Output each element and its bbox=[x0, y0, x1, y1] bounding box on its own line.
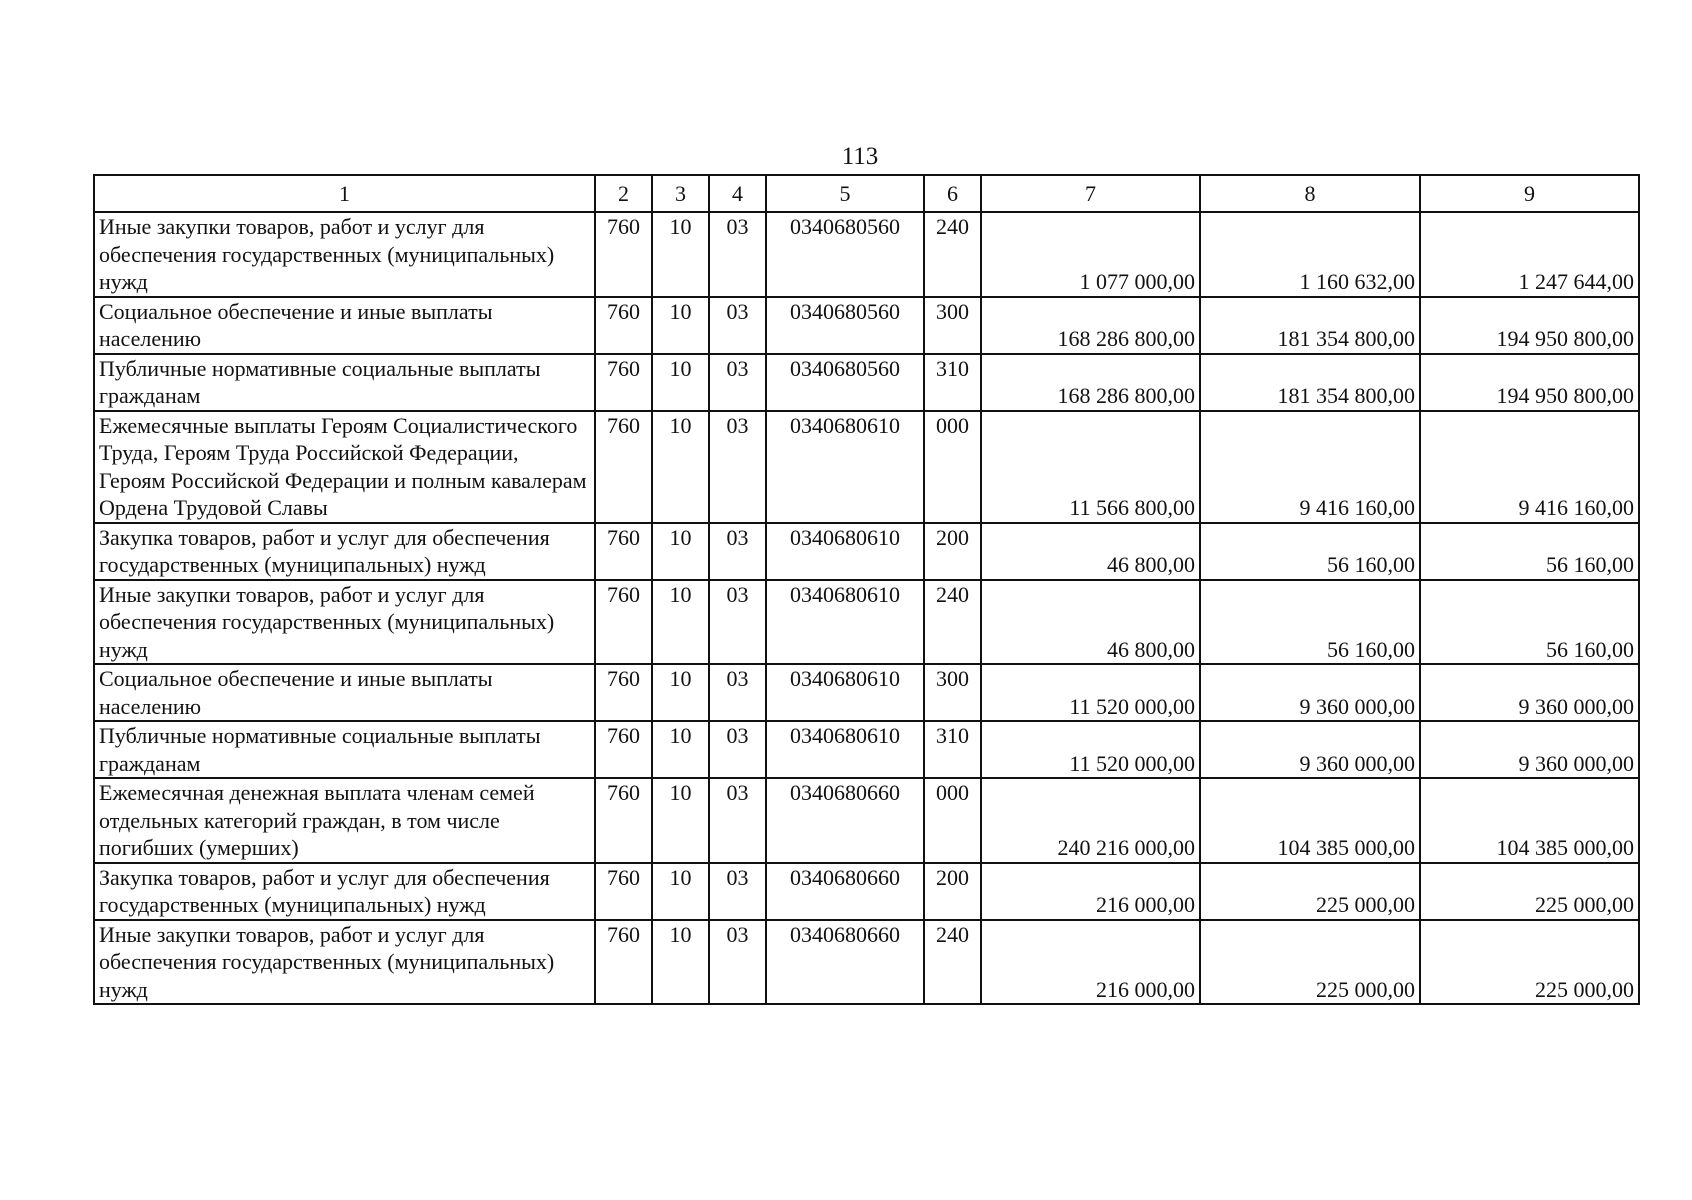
code-cell: 03 bbox=[709, 778, 766, 863]
header-row bbox=[94, 175, 1639, 212]
row-label: Ежемесячные выплаты Героям Социалистического Труда, Героям Труда Российской Федерации, Героям Российской Федерации и полным кавалерам Ордена Трудовой Славы bbox=[94, 411, 595, 523]
row-label: Закупка товаров, работ и услуг для обеспечения государственных (муниципальных) нужд bbox=[94, 523, 595, 580]
amount-cell: 194 950 800,00 bbox=[1420, 354, 1639, 411]
amount-cell: 240 216 000,00 bbox=[981, 778, 1200, 863]
row-label: Социальное обеспечение и иные выплаты населению bbox=[94, 664, 595, 721]
row-label: Ежемесячная денежная выплата членам семей отдельных категорий граждан, в том числе погибших (умерших) bbox=[94, 778, 595, 863]
amount-cell: 11 566 800,00 bbox=[981, 411, 1200, 523]
code-cell: 310 bbox=[924, 721, 981, 778]
code-cell: 0340680560 bbox=[766, 297, 924, 354]
code-cell: 0340680610 bbox=[766, 664, 924, 721]
code-cell: 760 bbox=[595, 778, 652, 863]
amount-cell: 181 354 800,00 bbox=[1200, 297, 1420, 354]
table-row bbox=[94, 721, 1639, 778]
row-label: Социальное обеспечение и иные выплаты населению bbox=[94, 297, 595, 354]
amount-cell: 1 077 000,00 bbox=[981, 212, 1200, 297]
code-cell: 10 bbox=[652, 778, 709, 863]
code-cell: 03 bbox=[709, 411, 766, 523]
amount-cell: 216 000,00 bbox=[981, 920, 1200, 1005]
code-cell: 000 bbox=[924, 411, 981, 523]
code-cell: 0340680560 bbox=[766, 212, 924, 297]
row-label: Публичные нормативные социальные выплаты гражданам bbox=[94, 354, 595, 411]
code-cell: 760 bbox=[595, 863, 652, 920]
amount-cell: 168 286 800,00 bbox=[981, 297, 1200, 354]
table-row bbox=[94, 920, 1639, 1005]
code-cell: 10 bbox=[652, 523, 709, 580]
table-body bbox=[94, 212, 1639, 1004]
code-cell: 760 bbox=[595, 212, 652, 297]
amount-cell: 9 360 000,00 bbox=[1420, 664, 1639, 721]
code-cell: 760 bbox=[595, 580, 652, 665]
column-header: 5 bbox=[766, 175, 924, 212]
code-cell: 10 bbox=[652, 664, 709, 721]
table-row bbox=[94, 411, 1639, 523]
table-row bbox=[94, 863, 1639, 920]
code-cell: 0340680560 bbox=[766, 354, 924, 411]
amount-cell: 56 160,00 bbox=[1420, 580, 1639, 665]
table-row bbox=[94, 354, 1639, 411]
column-header: 3 bbox=[652, 175, 709, 212]
code-cell: 10 bbox=[652, 580, 709, 665]
table-header bbox=[94, 175, 1639, 212]
page-number: 113 bbox=[841, 143, 879, 170]
code-cell: 0340680660 bbox=[766, 778, 924, 863]
amount-cell: 225 000,00 bbox=[1420, 920, 1639, 1005]
amount-cell: 56 160,00 bbox=[1200, 523, 1420, 580]
amount-cell: 11 520 000,00 bbox=[981, 664, 1200, 721]
code-cell: 10 bbox=[652, 920, 709, 1005]
column-header: 7 bbox=[981, 175, 1200, 212]
amount-cell: 168 286 800,00 bbox=[981, 354, 1200, 411]
amount-cell: 9 416 160,00 bbox=[1200, 411, 1420, 523]
code-cell: 10 bbox=[652, 212, 709, 297]
row-label: Иные закупки товаров, работ и услуг для обеспечения государственных (муниципальных) нужд bbox=[94, 920, 595, 1005]
amount-cell: 194 950 800,00 bbox=[1420, 297, 1639, 354]
code-cell: 03 bbox=[709, 523, 766, 580]
amount-cell: 104 385 000,00 bbox=[1200, 778, 1420, 863]
amount-cell: 9 416 160,00 bbox=[1420, 411, 1639, 523]
amount-cell: 11 520 000,00 bbox=[981, 721, 1200, 778]
column-header: 1 bbox=[94, 175, 595, 212]
amount-cell: 104 385 000,00 bbox=[1420, 778, 1639, 863]
amount-cell: 216 000,00 bbox=[981, 863, 1200, 920]
amount-cell: 56 160,00 bbox=[1200, 580, 1420, 665]
amount-cell: 9 360 000,00 bbox=[1420, 721, 1639, 778]
code-cell: 760 bbox=[595, 354, 652, 411]
code-cell: 760 bbox=[595, 411, 652, 523]
code-cell: 10 bbox=[652, 863, 709, 920]
code-cell: 0340680610 bbox=[766, 721, 924, 778]
column-header: 2 bbox=[595, 175, 652, 212]
code-cell: 0340680610 bbox=[766, 523, 924, 580]
row-label: Публичные нормативные социальные выплаты гражданам bbox=[94, 721, 595, 778]
budget-table bbox=[93, 174, 1640, 1005]
column-header: 8 bbox=[1200, 175, 1420, 212]
code-cell: 03 bbox=[709, 297, 766, 354]
code-cell: 240 bbox=[924, 580, 981, 665]
column-header: 4 bbox=[709, 175, 766, 212]
code-cell: 03 bbox=[709, 721, 766, 778]
table-row bbox=[94, 664, 1639, 721]
amount-cell: 225 000,00 bbox=[1420, 863, 1639, 920]
amount-cell: 1 247 644,00 bbox=[1420, 212, 1639, 297]
code-cell: 300 bbox=[924, 664, 981, 721]
code-cell: 300 bbox=[924, 297, 981, 354]
table-row bbox=[94, 580, 1639, 665]
code-cell: 760 bbox=[595, 664, 652, 721]
amount-cell: 181 354 800,00 bbox=[1200, 354, 1420, 411]
amount-cell: 46 800,00 bbox=[981, 580, 1200, 665]
amount-cell: 1 160 632,00 bbox=[1200, 212, 1420, 297]
amount-cell: 56 160,00 bbox=[1420, 523, 1639, 580]
code-cell: 240 bbox=[924, 920, 981, 1005]
row-label: Иные закупки товаров, работ и услуг для обеспечения государственных (муниципальных) нужд bbox=[94, 212, 595, 297]
code-cell: 760 bbox=[595, 297, 652, 354]
amount-cell: 225 000,00 bbox=[1200, 920, 1420, 1005]
amount-cell: 9 360 000,00 bbox=[1200, 664, 1420, 721]
code-cell: 03 bbox=[709, 664, 766, 721]
code-cell: 10 bbox=[652, 297, 709, 354]
amount-cell: 9 360 000,00 bbox=[1200, 721, 1420, 778]
code-cell: 03 bbox=[709, 920, 766, 1005]
code-cell: 760 bbox=[595, 721, 652, 778]
code-cell: 000 bbox=[924, 778, 981, 863]
code-cell: 0340680610 bbox=[766, 580, 924, 665]
row-label: Иные закупки товаров, работ и услуг для обеспечения государственных (муниципальных) нужд bbox=[94, 580, 595, 665]
code-cell: 760 bbox=[595, 523, 652, 580]
column-header: 9 bbox=[1420, 175, 1639, 212]
amount-cell: 46 800,00 bbox=[981, 523, 1200, 580]
code-cell: 0340680610 bbox=[766, 411, 924, 523]
column-header: 6 bbox=[924, 175, 981, 212]
code-cell: 03 bbox=[709, 863, 766, 920]
code-cell: 760 bbox=[595, 920, 652, 1005]
code-cell: 200 bbox=[924, 863, 981, 920]
code-cell: 03 bbox=[709, 354, 766, 411]
table-row bbox=[94, 778, 1639, 863]
row-label: Закупка товаров, работ и услуг для обеспечения государственных (муниципальных) нужд bbox=[94, 863, 595, 920]
code-cell: 03 bbox=[709, 580, 766, 665]
code-cell: 03 bbox=[709, 212, 766, 297]
code-cell: 10 bbox=[652, 721, 709, 778]
table-row bbox=[94, 523, 1639, 580]
table-row bbox=[94, 297, 1639, 354]
amount-cell: 225 000,00 bbox=[1200, 863, 1420, 920]
code-cell: 310 bbox=[924, 354, 981, 411]
code-cell: 240 bbox=[924, 212, 981, 297]
code-cell: 10 bbox=[652, 411, 709, 523]
code-cell: 0340680660 bbox=[766, 920, 924, 1005]
code-cell: 10 bbox=[652, 354, 709, 411]
code-cell: 0340680660 bbox=[766, 863, 924, 920]
table-row bbox=[94, 212, 1639, 297]
code-cell: 200 bbox=[924, 523, 981, 580]
